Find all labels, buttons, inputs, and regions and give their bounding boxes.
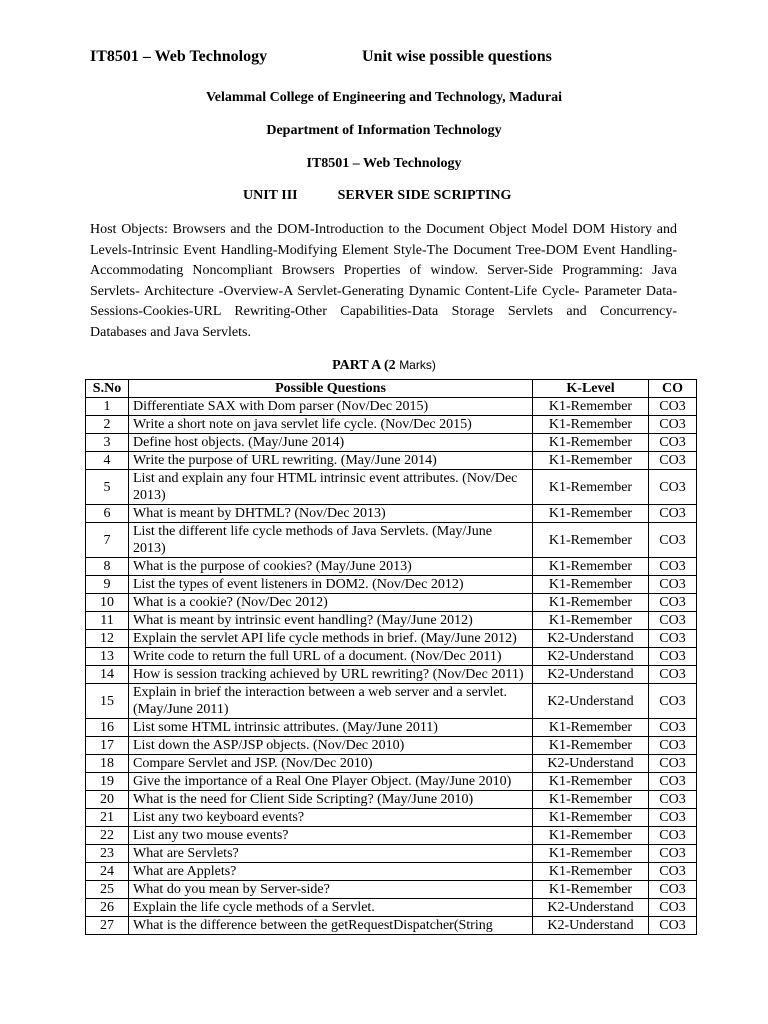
cell-sno: 21 [86,809,129,827]
cell-co: CO3 [649,470,697,505]
cell-question: List any two keyboard events? [129,809,533,827]
cell-sno: 20 [86,791,129,809]
cell-sno: 2 [86,416,129,434]
cell-question: Give the importance of a Real One Player Object. (May/June 2010) [129,773,533,791]
cell-co: CO3 [649,845,697,863]
table-row [86,773,697,791]
cell-sno: 27 [86,917,129,935]
cell-question: What is meant by DHTML? (Nov/Dec 2013) [129,505,533,523]
cell-co: CO3 [649,594,697,612]
cell-sno: 1 [86,398,129,416]
cell-k-level: K1-Remember [533,505,649,523]
cell-question: What are Applets? [129,863,533,881]
cell-k-level: K2-Understand [533,917,649,935]
cell-question: What do you mean by Server-side? [129,881,533,899]
cell-co: CO3 [649,558,697,576]
table-row [86,416,697,434]
unit-title: SERVER SIDE SCRIPTING [337,188,512,203]
table-row [86,648,697,666]
cell-k-level: K1-Remember [533,881,649,899]
cell-question: Explain in brief the interaction between a web server and a servlet. (May/June 2011) [129,684,533,719]
cell-co: CO3 [649,666,697,684]
cell-k-level: K1-Remember [533,416,649,434]
cell-co: CO3 [649,899,697,917]
cell-k-level: K1-Remember [533,827,649,845]
cell-co: CO3 [649,612,697,630]
cell-co: CO3 [649,648,697,666]
cell-co: CO3 [649,755,697,773]
cell-co: CO3 [649,863,697,881]
cell-sno: 6 [86,505,129,523]
table-row [86,666,697,684]
cell-sno: 17 [86,737,129,755]
table-row [86,630,697,648]
cell-question: List some HTML intrinsic attributes. (May/June 2011) [129,719,533,737]
table-row [86,452,697,470]
cell-question: What is the purpose of cookies? (May/June 2013) [129,558,533,576]
document-title: Unit wise possible questions [362,48,552,65]
cell-co: CO3 [649,523,697,558]
questions-table [85,379,697,935]
cell-question: What are Servlets? [129,845,533,863]
cell-k-level: K1-Remember [533,452,649,470]
table-row [86,863,697,881]
cell-question: Compare Servlet and JSP. (Nov/Dec 2010) [129,755,533,773]
cell-sno: 14 [86,666,129,684]
cell-k-level: K1-Remember [533,434,649,452]
cell-co: CO3 [649,505,697,523]
cell-k-level: K1-Remember [533,737,649,755]
cell-co: CO3 [649,719,697,737]
cell-sno: 26 [86,899,129,917]
cell-question: List down the ASP/JSP objects. (Nov/Dec 2010) [129,737,533,755]
cell-question: Explain the servlet API life cycle methods in brief. (May/June 2012) [129,630,533,648]
cell-sno: 13 [86,648,129,666]
cell-sno: 10 [86,594,129,612]
cell-co: CO3 [649,684,697,719]
cell-co: CO3 [649,881,697,899]
table-row [86,434,697,452]
part-heading [0,358,768,374]
table-row [86,558,697,576]
cell-k-level: K1-Remember [533,809,649,827]
cell-k-level: K2-Understand [533,755,649,773]
cell-question: Explain the life cycle methods of a Servlet. [129,899,533,917]
table-body [86,398,697,935]
cell-co: CO3 [649,576,697,594]
table-row [86,612,697,630]
cell-k-level: K1-Remember [533,773,649,791]
cell-question: Define host objects. (May/June 2014) [129,434,533,452]
table-row [86,755,697,773]
cell-sno: 23 [86,845,129,863]
table-row [86,398,697,416]
table-row [86,881,697,899]
part-marks: Marks) [399,358,436,372]
table-row [86,827,697,845]
cell-sno: 12 [86,630,129,648]
cell-k-level: K1-Remember [533,523,649,558]
table-row [86,576,697,594]
cell-k-level: K1-Remember [533,612,649,630]
cell-k-level: K1-Remember [533,594,649,612]
cell-sno: 24 [86,863,129,881]
cell-sno: 18 [86,755,129,773]
unit-number: UNIT III [243,188,298,203]
cell-sno: 19 [86,773,129,791]
college-name: Velammal College of Engineering and Technology, Madurai [205,90,563,105]
cell-k-level: K1-Remember [533,863,649,881]
cell-question: Write a short note on java servlet life cycle. (Nov/Dec 2015) [129,416,533,434]
cell-k-level: K1-Remember [533,470,649,505]
table-row [86,470,697,505]
cell-co: CO3 [649,398,697,416]
cell-question: List any two mouse events? [129,827,533,845]
unit-heading [243,188,511,204]
table-row [86,594,697,612]
cell-sno: 25 [86,881,129,899]
cell-sno: 3 [86,434,129,452]
table-row [86,523,697,558]
header-co: CO [649,380,697,398]
table-row [86,899,697,917]
cell-k-level: K1-Remember [533,791,649,809]
cell-co: CO3 [649,416,697,434]
cell-co: CO3 [649,737,697,755]
cell-sno: 9 [86,576,129,594]
cell-sno: 8 [86,558,129,576]
cell-question: Write code to return the full URL of a document. (Nov/Dec 2011) [129,648,533,666]
cell-k-level: K2-Understand [533,899,649,917]
table-row [86,791,697,809]
cell-co: CO3 [649,434,697,452]
table-row [86,719,697,737]
cell-question: What is the difference between the getRequestDispatcher(String [129,917,533,935]
department-name: Department of Information Technology [266,123,502,138]
cell-sno: 16 [86,719,129,737]
cell-sno: 15 [86,684,129,719]
cell-k-level: K1-Remember [533,719,649,737]
cell-k-level: K1-Remember [533,558,649,576]
course-code-title: IT8501 – Web Technology [90,48,268,65]
document-header [90,48,690,68]
cell-k-level: K2-Understand [533,648,649,666]
cell-sno: 5 [86,470,129,505]
table-row [86,845,697,863]
cell-question: List the types of event listeners in DOM2. (Nov/Dec 2012) [129,576,533,594]
cell-question: How is session tracking achieved by URL rewriting? (Nov/Dec 2011) [129,666,533,684]
part-label: PART A (2 [332,358,396,373]
table-row [86,809,697,827]
subject-title: IT8501 – Web Technology [306,156,462,171]
cell-question: List the different life cycle methods of Java Servlets. (May/June 2013) [129,523,533,558]
cell-question: What is the need for Client Side Scripting? (May/June 2010) [129,791,533,809]
syllabus-paragraph: Host Objects: Browsers and the DOM-Introduction to the Document Object Model DOM History and Levels-Intrinsic Event Handling-Modifying Element Style-The Document Tree-DOM Event Handling-Accommodating Noncompliant Browsers Properties of window. Server-Side Programming: Java Servlets- Architecture -Overview-A Servlet-Generating Dynamic Content-Life Cycle- Parameter Data-Sessions-Cookies-URL Rewriting-Other Capabilities-Data Storage Servlets and Concurrency- Databases and Java Servlets. [90,222,677,340]
cell-k-level: K1-Remember [533,576,649,594]
cell-sno: 11 [86,612,129,630]
cell-question: What is meant by intrinsic event handling? (May/June 2012) [129,612,533,630]
cell-co: CO3 [649,809,697,827]
cell-question: Differentiate SAX with Dom parser (Nov/Dec 2015) [129,398,533,416]
cell-question: List and explain any four HTML intrinsic event attributes. (Nov/Dec 2013) [129,470,533,505]
table-row [86,505,697,523]
cell-question: What is a cookie? (Nov/Dec 2012) [129,594,533,612]
cell-sno: 7 [86,523,129,558]
cell-co: CO3 [649,452,697,470]
cell-k-level: K1-Remember [533,398,649,416]
cell-k-level: K2-Understand [533,630,649,648]
table-row [86,917,697,935]
cell-k-level: K2-Understand [533,684,649,719]
cell-co: CO3 [649,791,697,809]
cell-co: CO3 [649,827,697,845]
cell-sno: 4 [86,452,129,470]
cell-co: CO3 [649,630,697,648]
cell-sno: 22 [86,827,129,845]
cell-question: Write the purpose of URL rewriting. (May/June 2014) [129,452,533,470]
header-question: Possible Questions [129,380,533,398]
cell-k-level: K1-Remember [533,845,649,863]
cell-co: CO3 [649,917,697,935]
cell-k-level: K2-Understand [533,666,649,684]
table-header-row [86,380,697,398]
table-row [86,737,697,755]
table-row [86,684,697,719]
header-sno: S.No [86,380,129,398]
cell-co: CO3 [649,773,697,791]
header-k-level: K-Level [533,380,649,398]
